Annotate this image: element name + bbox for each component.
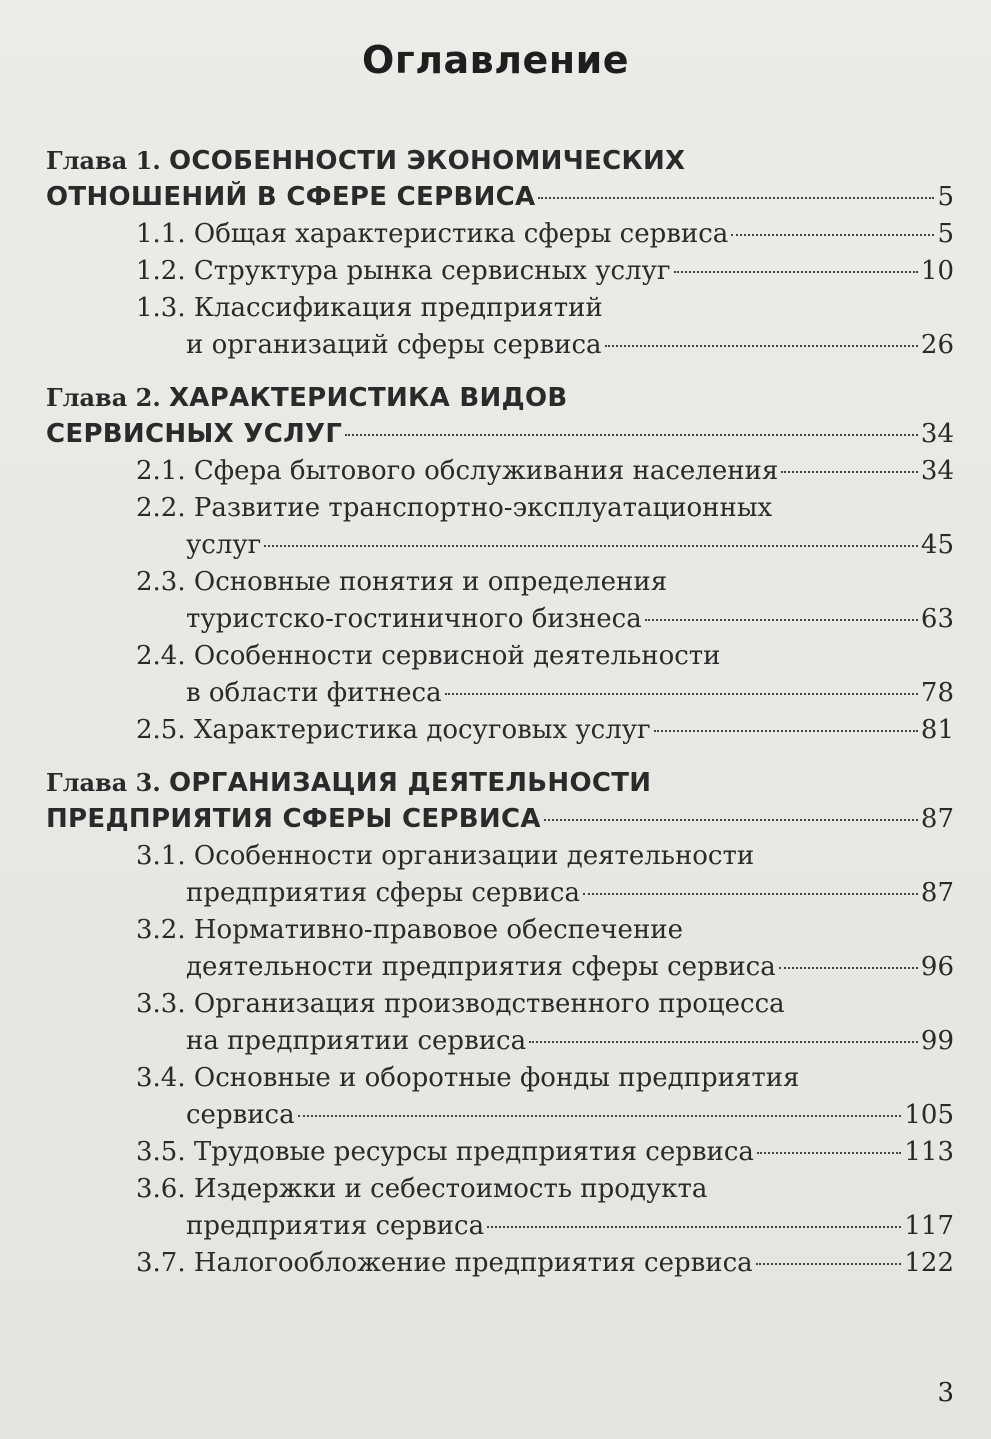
page-ref: 63: [920, 604, 954, 634]
dot-leader: [345, 434, 918, 436]
page-ref: 99: [920, 1026, 954, 1056]
section-title: 2.3. Основные понятия и определения: [136, 567, 668, 597]
section-title: 3.1. Особенности организации деятельности: [136, 841, 755, 871]
toc-entry[interactable]: [46, 912, 954, 949]
chapter-heading-cont[interactable]: [46, 801, 954, 838]
section-title: деятельности предприятия сферы сервиса: [186, 952, 776, 982]
toc-entry-cont[interactable]: [46, 1208, 954, 1245]
chapter-heading-cont[interactable]: [46, 416, 954, 453]
section-title: 3.3. Организация производственного процесса: [136, 989, 785, 1019]
section-title: на предприятии сервиса: [186, 1026, 527, 1056]
dot-leader: [544, 819, 918, 821]
toc-entry-cont[interactable]: [46, 601, 954, 638]
chapter-heading[interactable]: [46, 142, 954, 179]
dot-leader: [779, 967, 918, 969]
space: [161, 765, 169, 802]
chapter-title: ОСОБЕННОСТИ ЭКОНОМИЧЕСКИХ: [168, 146, 686, 176]
dot-leader: [756, 1263, 902, 1265]
section-title: 3.6. Издержки и себестоимость продукта: [136, 1174, 708, 1204]
toc-entry[interactable]: [46, 712, 954, 749]
dot-leader: [264, 545, 918, 547]
chapter-label: Глава 3.: [46, 768, 161, 797]
chapter-heading[interactable]: [46, 379, 954, 416]
page-ref: 113: [904, 1137, 954, 1167]
page-ref: 81: [920, 715, 954, 745]
dot-leader: [583, 893, 918, 895]
section-title: и организаций сферы сервиса: [186, 330, 602, 360]
section-title: 2.4. Особенности сервисной деятельности: [136, 641, 721, 671]
section-title: услуг: [186, 530, 262, 560]
page-ref: 5: [937, 219, 954, 249]
section-title: 1.1. Общая характеристика сферы сервиса: [136, 219, 729, 249]
toc-entry[interactable]: [46, 1134, 954, 1171]
dot-leader: [781, 471, 918, 473]
section-title: 1.2. Структура рынка сервисных услуг: [136, 256, 671, 286]
toc-entry-cont[interactable]: [46, 527, 954, 564]
section-title: 2.5. Характеристика досуговых услуг: [136, 715, 651, 745]
section-title: предприятия сервиса: [186, 1211, 485, 1241]
dot-leader: [445, 693, 918, 695]
toc-entry-cont[interactable]: [46, 949, 954, 986]
toc-entry[interactable]: [46, 1171, 954, 1208]
page-title: Оглавление: [362, 38, 629, 82]
dot-leader: [645, 619, 918, 621]
chapter-title: ХАРАКТЕРИСТИКА ВИДОВ: [168, 383, 568, 413]
dot-leader: [538, 197, 934, 199]
chapter-gap: [46, 364, 954, 379]
page-ref: 78: [920, 678, 954, 708]
chapter-title: ПРЕДПРИЯТИЯ СФЕРЫ СЕРВИСА: [46, 804, 541, 834]
chapter-title: ОТНОШЕНИЙ В СФЕРЕ СЕРВИСА: [46, 182, 536, 212]
section-title: сервиса: [186, 1100, 295, 1130]
page-ref: 96: [920, 952, 954, 982]
toc-entry-cont[interactable]: [46, 327, 954, 364]
chapter-heading[interactable]: [46, 764, 954, 801]
page-ref: 117: [904, 1211, 954, 1241]
page-ref: 10: [920, 256, 954, 286]
toc-entry[interactable]: [46, 290, 954, 327]
chapter-label: Глава 2.: [46, 383, 161, 412]
chapter-gap: [46, 749, 954, 764]
dot-leader: [487, 1226, 901, 1228]
toc-entry-cont[interactable]: [46, 875, 954, 912]
dot-leader: [731, 234, 934, 236]
toc-entry[interactable]: [46, 490, 954, 527]
dot-leader: [529, 1041, 918, 1043]
dot-leader: [674, 271, 918, 273]
chapter-heading-cont[interactable]: [46, 179, 954, 216]
toc-entry[interactable]: [46, 838, 954, 875]
section-title: 3.7. Налогообложение предприятия сервиса: [136, 1248, 753, 1278]
toc-entry[interactable]: [46, 638, 954, 675]
space: [161, 380, 169, 417]
page-ref: 34: [920, 419, 954, 449]
chapter-title: ОРГАНИЗАЦИЯ ДЕЯТЕЛЬНОСТИ: [168, 768, 652, 798]
page-ref: 45: [920, 530, 954, 560]
section-title: 2.1. Сфера бытового обслуживания населения: [136, 456, 779, 486]
dot-leader: [605, 345, 918, 347]
page-number: 3: [937, 1378, 954, 1408]
section-title: предприятия сферы сервиса: [186, 878, 580, 908]
toc-entry-cont[interactable]: [46, 1023, 954, 1060]
page-ref: 87: [920, 804, 954, 834]
chapter-label: Глава 1.: [46, 146, 161, 175]
dot-leader: [298, 1115, 902, 1117]
dot-leader: [757, 1152, 901, 1154]
page-ref: 26: [920, 330, 954, 360]
space: [161, 143, 169, 180]
section-title: 2.2. Развитие транспортно-эксплуатационных: [136, 493, 773, 523]
toc-entry-cont[interactable]: [46, 675, 954, 712]
toc-entry[interactable]: [46, 1245, 954, 1282]
section-title: 1.3. Классификация предприятий: [136, 293, 603, 323]
page-ref: 105: [904, 1100, 954, 1130]
section-title: в области фитнеса: [186, 678, 442, 708]
dot-leader: [654, 730, 918, 732]
page-ref: 87: [920, 878, 954, 908]
toc-entry[interactable]: [46, 453, 954, 490]
toc-entry[interactable]: [46, 216, 954, 253]
section-title: 3.4. Основные и оборотные фонды предприятия: [136, 1063, 800, 1093]
section-title: 3.5. Трудовые ресурсы предприятия сервиса: [136, 1137, 754, 1167]
toc-entry[interactable]: [46, 986, 954, 1023]
toc-entry[interactable]: [46, 1060, 954, 1097]
page-ref: 5: [937, 182, 954, 212]
toc-entry[interactable]: [46, 253, 954, 290]
chapter-title: СЕРВИСНЫХ УСЛУГ: [46, 419, 343, 449]
toc-entry-cont[interactable]: [46, 1097, 954, 1134]
page-ref: 122: [904, 1248, 954, 1278]
section-title: 3.2. Нормативно-правовое обеспечение: [136, 915, 683, 945]
table-of-contents: [46, 142, 954, 1282]
toc-entry[interactable]: [46, 564, 954, 601]
section-title: туристско-гостиничного бизнеса: [186, 604, 642, 634]
page-ref: 34: [920, 456, 954, 486]
